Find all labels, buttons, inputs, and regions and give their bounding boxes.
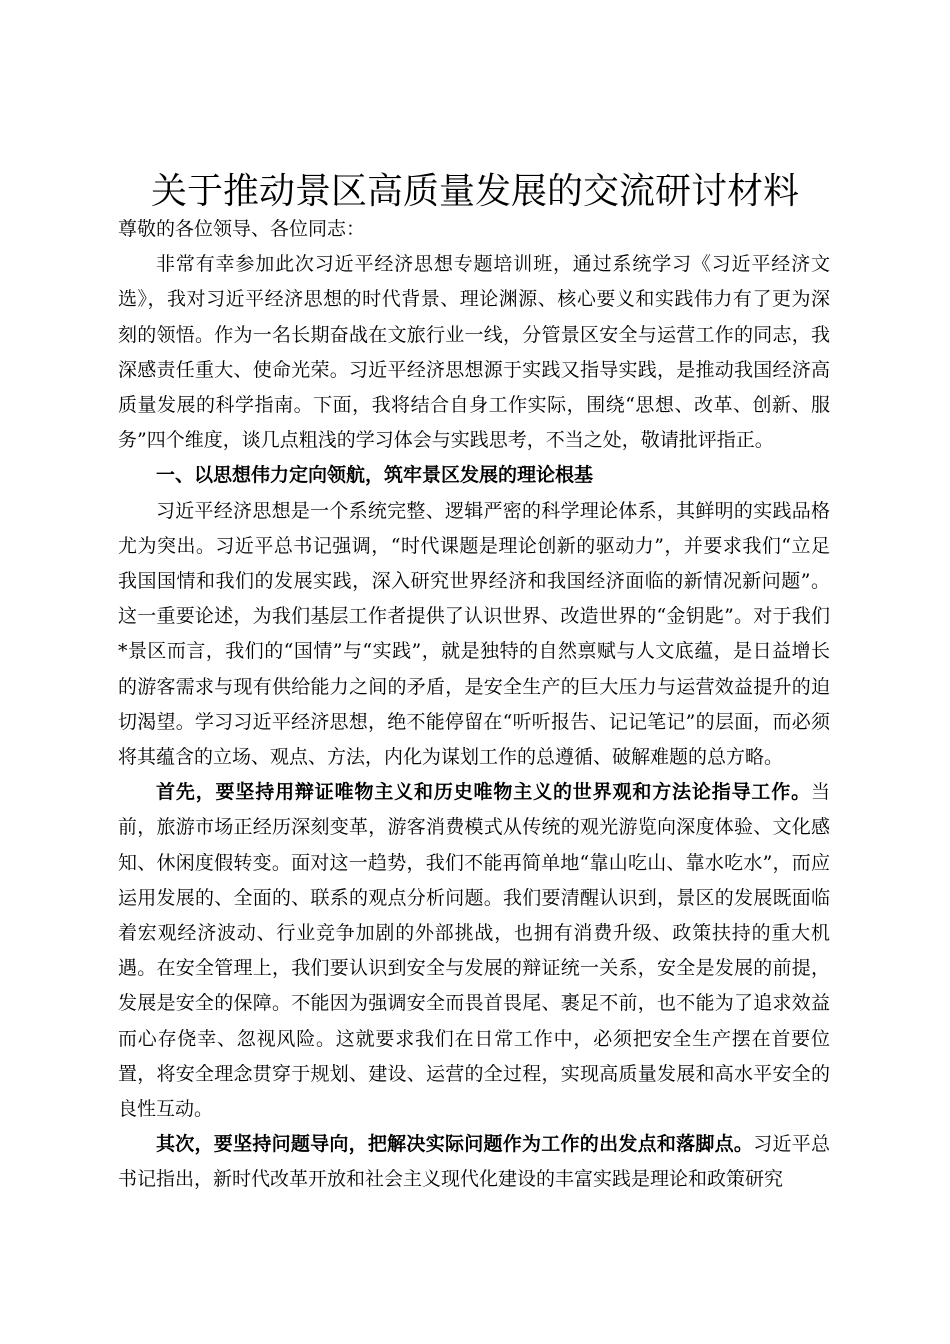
document-body — [118, 212, 830, 1198]
document-title: 关于推动景区高质量发展的交流研讨材料 — [150, 171, 799, 212]
section-heading: 一、以思想伟力定向领航，筑牢景区发展的理论根基 — [156, 464, 594, 487]
paragraph-lead-sentence: 其次，要坚持问题导向，把解决实际问题作为工作的出发点和落脚点。 — [156, 1133, 754, 1156]
body-paragraph — [118, 1127, 830, 1197]
salutation: 尊敬的各位领导、各位同志： — [118, 218, 366, 240]
paragraph-lead-sentence: 首先，要坚持用辩证唯物主义和历史唯物主义的世界观和方法论指导工作。 — [156, 781, 811, 804]
body-paragraph: 习近平经济思想是一个系统完整、逻辑严密的科学理论体系，其鲜明的实践品格尤为突出。习近平总书记强调，“时代课题是理论创新的驱动力”，并要求我们“立足我国国情和我们的发展实践，深入研究世界经济和我国经济面临的新情况新问题”。这一重要论述，为我们基层工作者提供了认识世界、改造世界的“金钥匙”。对于我们*景区而言，我们的“国情”与“实践”，就是独特的自然禀赋与人文底蕴，是日益增长的游客需求与现有供给能力之间的矛盾，是安全生产的巨大压力与运营效益提升的迫切渴望。学习习近平经济思想，绝不能停留在“听听报告、记记笔记”的层面，而必须将其蕴含的立场、观点、方法，内化为谋划工作的总遵循、破解难题的总方略。 — [118, 499, 830, 769]
intro-paragraph: 非常有幸参加此次习近平经济思想专题培训班，通过系统学习《习近平经济文选》，我对习近平经济思想的时代背景、理论渊源、核心要义和实践伟力有了更为深刻的领悟。作为一名长期奋战在文旅行业一线，分管景区安全与运营工作的同志，我深感责任重大、使命光荣。习近平经济思想源于实践又指导实践，是推动我国经济高质量发展的科学指南。下面，我将结合自身工作实际，围绕“思想、改革、创新、服务”四个维度，谈几点粗浅的学习体会与实践思考，不当之处，敬请批评指正。 — [118, 253, 830, 452]
paragraph-text: 习近平总书记指出，新时代改革开放和社会主义现代化建设的丰富实践是理论和政策研究 — [118, 1133, 830, 1191]
paragraph-text: 当前，旅游市场正经历深刻变革，游客消费模式从传统的观光游览向深度体验、文化感知、休闲度假转变。面对这一趋势，我们不能再简单地“靠山吃山、靠水吃水”，而应运用发展的、全面的、联系的观点分析问题。我们要清醒认识到，景区的发展既面临着宏观经济波动、行业竞争加剧的外部挑战，也拥有消费升级、政策扶持的重大机遇。在安全管理上，我们要认识到安全与发展的辩证统一关系，安全是发展的前提，发展是安全的保障。不能因为强调安全而畏首畏尾、裹足不前，也不能为了追求效益而心存侥幸、忽视风险。这就要求我们在日常工作中，必须把安全生产摆在首要位置，将安全理念贯穿于规划、建设、运营的全过程，实现高质量发展和高水平安全的良性互动。 — [118, 781, 830, 1121]
body-paragraph — [118, 775, 830, 1127]
